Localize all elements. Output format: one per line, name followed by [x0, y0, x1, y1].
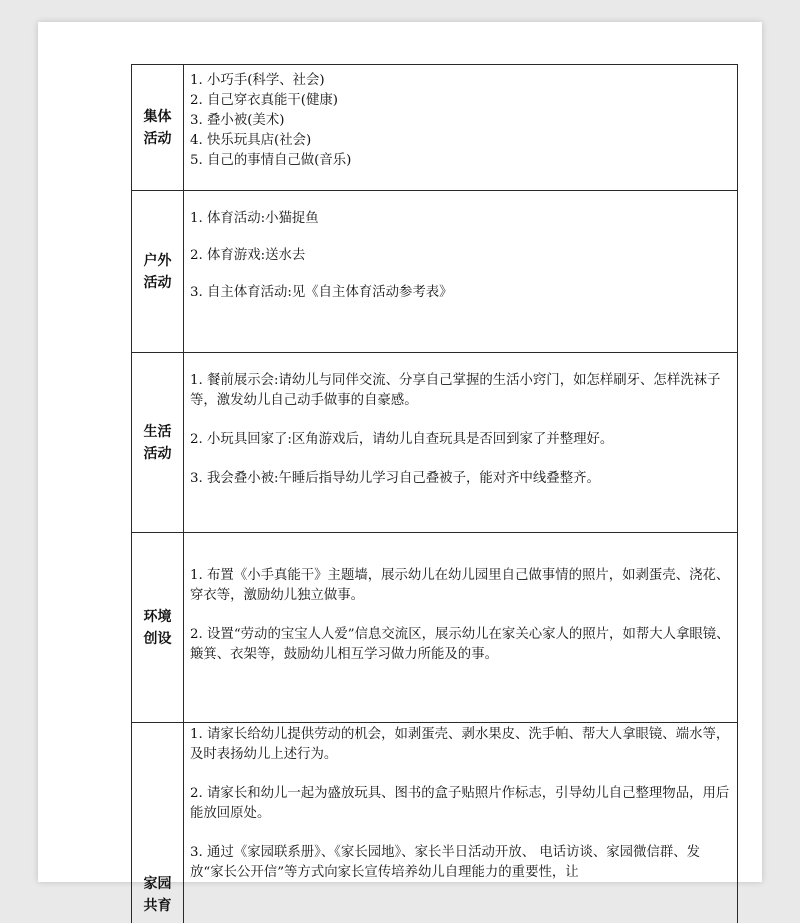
list-item: 1. 体育活动:小猫捉鱼 — [190, 211, 319, 226]
row-label-line: 环境 — [143, 608, 172, 625]
list-item: 1. 布置《小手真能干》主题墙，展示幼儿在幼儿园里自己做事情的照片，如剥蛋壳、浇花、穿衣等，激励幼儿独立做事。 — [190, 568, 730, 603]
table-row-home-school — [132, 723, 738, 923]
list-item: 3. 自主体育活动:见《自主体育活动参考表》 — [190, 285, 453, 300]
list-item: 2. 小玩具回家了:区角游戏后，请幼儿自查玩具是否回到家了并整理好。 — [190, 432, 614, 447]
row-content — [184, 65, 738, 190]
row-label-line: 活动 — [143, 274, 172, 291]
row-label — [132, 191, 184, 352]
list-item: 3. 叠小被(美术) — [190, 113, 285, 128]
row-label-line: 活动 — [143, 445, 172, 462]
row-label — [132, 533, 184, 722]
table-row-group-activity — [132, 65, 738, 191]
row-label-line: 活动 — [143, 130, 172, 147]
row-label — [132, 723, 184, 923]
row-label-line: 创设 — [143, 630, 172, 647]
list-item: 1. 餐前展示会:请幼儿与同伴交流、分享自己掌握的生活小窍门，如怎样刷牙、怎样洗袜子等，激发幼儿自己动手做事的自豪感。 — [190, 373, 721, 408]
list-item: 3. 我会叠小被:午睡后指导幼儿学习自己叠被子，能对齐中线叠整齐。 — [190, 471, 600, 486]
table-row-environment — [132, 533, 738, 723]
row-label — [132, 65, 184, 190]
row-content — [184, 533, 738, 722]
list-item: 1. 请家长给幼儿提供劳动的机会，如剥蛋壳、剥水果皮、洗手帕、帮大人拿眼镜、端水等，及时表扬幼儿上述行为。 — [190, 727, 730, 762]
row-label — [132, 353, 184, 532]
row-label-line: 生活 — [143, 423, 172, 440]
list-item: 2. 体育游戏:送水去 — [190, 248, 306, 263]
row-label-line: 集体 — [143, 108, 172, 125]
list-item: 3. 通过《家园联系册》、《家长园地》、家长半日活动开放、 电话访谈、家园微信群、发放“家长公开信”等方式向家长宣传培养幼儿自理能力的重要性，让 — [190, 845, 701, 880]
row-label-line: 户外 — [143, 252, 172, 269]
table-row-daily-life — [132, 353, 738, 533]
list-item: 2. 自己穿衣真能干(健康) — [190, 93, 338, 108]
row-content — [184, 723, 738, 923]
document-page — [38, 22, 762, 914]
row-content — [184, 353, 738, 532]
list-item: 5. 自己的事情自己做(音乐) — [190, 153, 352, 168]
row-label-line: 共育 — [143, 898, 172, 914]
activity-plan-table — [131, 64, 738, 923]
list-item: 2. 设置“劳动的宝宝人人爱”信息交流区，展示幼儿在家关心家人的照片，如帮大人拿眼镜、簸箕、衣架等，鼓励幼儿相互学习做力所能及的事。 — [190, 627, 730, 662]
row-label-line: 家园 — [143, 876, 172, 892]
table-row-outdoor-activity — [132, 191, 738, 353]
list-item: 2. 请家长和幼儿一起为盛放玩具、图书的盒子贴照片作标志，引导幼儿自己整理物品，用后能放回原处。 — [190, 786, 730, 821]
row-content — [184, 191, 738, 352]
list-item: 1. 小巧手(科学、社会) — [190, 73, 325, 88]
list-item: 4. 快乐玩具店(社会) — [190, 133, 312, 148]
